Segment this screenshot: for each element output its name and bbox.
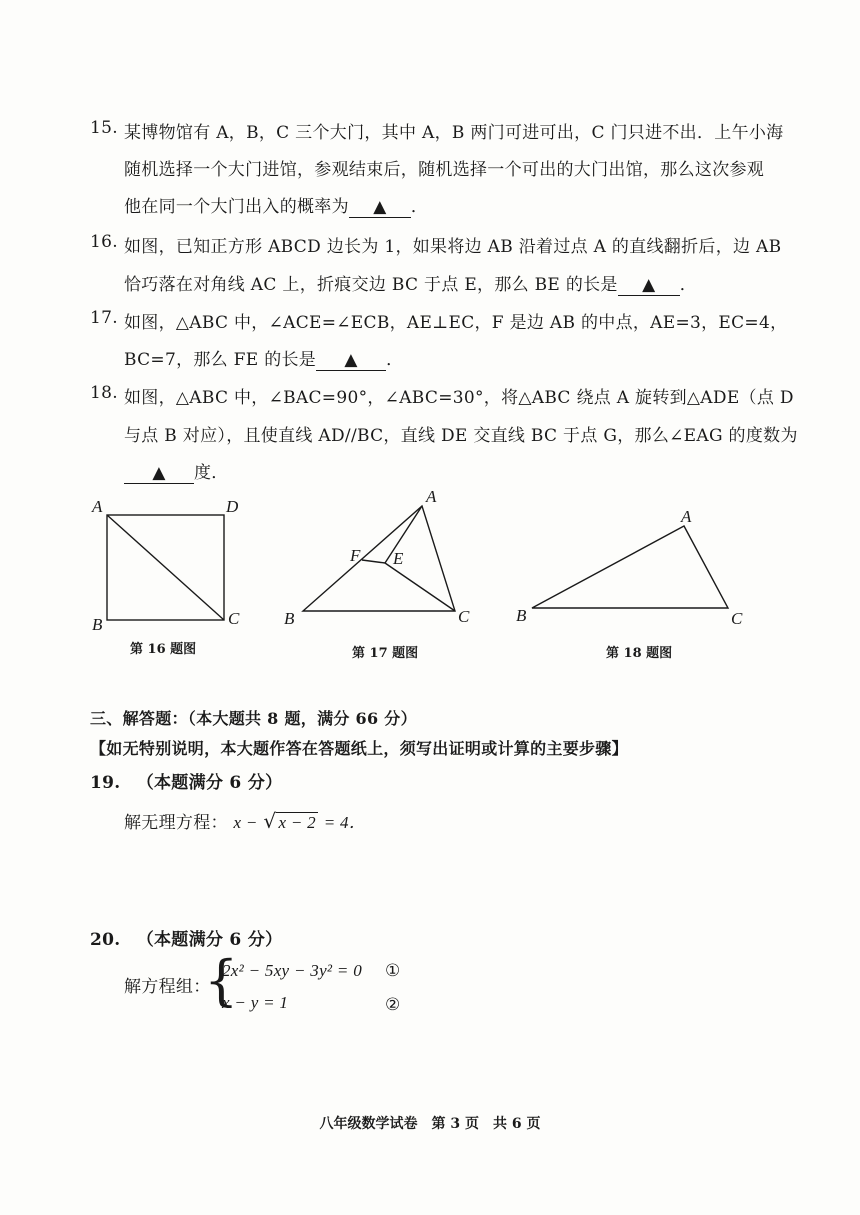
q19-radicand: x − 2: [278, 813, 316, 832]
q20-eq2-mark: ②: [385, 995, 401, 1015]
q18-line1: 如图，△ABC 中，∠BAC=90°，∠ABC=30°，将△ABC 绕点 A 旋转到△ADE（点 D: [124, 388, 794, 408]
q17-number: 17.: [90, 308, 118, 328]
q16-end: ．: [679, 275, 698, 295]
q15-line1: 某博物馆有 A，B，C 三个大门，其中 A，B 两门可进可出，C 门只进不出．上午小海: [124, 123, 784, 143]
q20-eq2: x − y = 1: [222, 993, 289, 1012]
figure-17: [303, 506, 455, 611]
fig17-label-f: F: [350, 546, 361, 565]
fig16-diagonal-ac: [107, 515, 224, 620]
q20-number: 20.: [90, 930, 121, 950]
q15-line3: [124, 192, 428, 218]
figure-16: [107, 515, 224, 620]
q17-line2-text: BC=7，那么 FE 的长是: [124, 350, 317, 370]
q18-end: 度．: [194, 463, 229, 483]
q16-answer-blank: ▲: [618, 275, 680, 296]
q17-end: ．: [386, 350, 404, 370]
fig16-label-a: A: [92, 497, 103, 516]
fig18-label-c: C: [731, 609, 743, 628]
fig17-label-c: C: [458, 607, 470, 626]
q19-rhs: = 4．: [323, 813, 367, 832]
fig16-label-c: C: [228, 609, 240, 628]
section3-heading: 三、解答题：（本大题共 8 题，满分 66 分）: [90, 709, 417, 728]
q16-number: 16.: [90, 232, 118, 252]
fig17-caption: 第 17 题图: [352, 646, 419, 661]
q16-line1: 如图，已知正方形 ABCD 边长为 1，如果将边 AB 沿着过点 A 的直线翻折后，边 AB: [124, 237, 782, 257]
q20-eq1-mark: ①: [385, 961, 401, 981]
q15-line2: 随机选择一个大门进馆，参观结束后，随机选择一个可出的大门出馆，那么这次参观: [124, 160, 765, 180]
q16-line2-text: 恰巧落在对角线 AC 上，折痕交边 BC 于点 E，那么 BE 的长是: [124, 275, 618, 295]
q17-line1: 如图，△ABC 中，∠ACE=∠ECB，AE⊥EC，F 是边 AB 的中点，AE=3，EC=4，: [124, 313, 788, 333]
q18-answer-blank: ▲: [124, 463, 194, 484]
brace-icon: {: [204, 949, 239, 1012]
q20-eq1: 2x² − 5xy − 3y² = 0: [222, 961, 362, 980]
q15-answer-blank: ▲: [349, 197, 411, 218]
q19-equation: [124, 808, 366, 833]
q18-line3: [124, 458, 229, 484]
q19-number: 19.: [90, 773, 121, 793]
q19-lhs: x −: [233, 813, 258, 832]
q17-answer-blank: ▲: [316, 350, 386, 371]
q20-header: [90, 925, 282, 950]
fig17-label-e: E: [393, 549, 404, 568]
fig17-segment-fe: [362, 560, 385, 563]
figure-18: [532, 526, 728, 608]
sqrt-icon: √: [263, 809, 277, 833]
q17-line2: [124, 345, 403, 371]
q15-number: 15.: [90, 118, 118, 138]
page-footer: 八年级数学试卷 第 3 页 共 6 页: [319, 1116, 541, 1132]
fig16-caption: 第 16 题图: [130, 642, 197, 657]
fig18-label-b: B: [516, 606, 527, 625]
q15-line3-text: 他在同一个大门出入的概率为: [124, 197, 349, 217]
fig18-caption: 第 18 题图: [606, 646, 673, 661]
q20-points: （本题满分 6 分）: [136, 930, 283, 950]
fig17-label-b: B: [284, 609, 295, 628]
q19-points: （本题满分 6 分）: [136, 773, 283, 793]
q20-prompt: 解方程组：: [124, 977, 211, 997]
fig17-label-a: A: [426, 488, 437, 506]
fig17-segment-ec: [385, 563, 455, 611]
fig16-label-d: D: [226, 497, 239, 516]
fig16-label-b: B: [92, 615, 103, 634]
q18-line2: 与点 B 对应），且使直线 AD//BC，直线 DE 交直线 BC 于点 G，那么∠EAG 的度数为: [124, 426, 798, 446]
section3-note: 【如无特别说明，本大题作答在答题纸上，须写出证明或计算的主要步骤】: [90, 739, 628, 758]
q18-number: 18.: [90, 383, 118, 403]
q19-header: [90, 768, 282, 793]
q19-prompt: 解无理方程：: [124, 813, 228, 833]
q15-end: ．: [410, 197, 429, 217]
q16-line2: [124, 270, 697, 296]
fig18-triangle-abc: [532, 526, 728, 608]
fig18-label-a: A: [681, 507, 692, 526]
